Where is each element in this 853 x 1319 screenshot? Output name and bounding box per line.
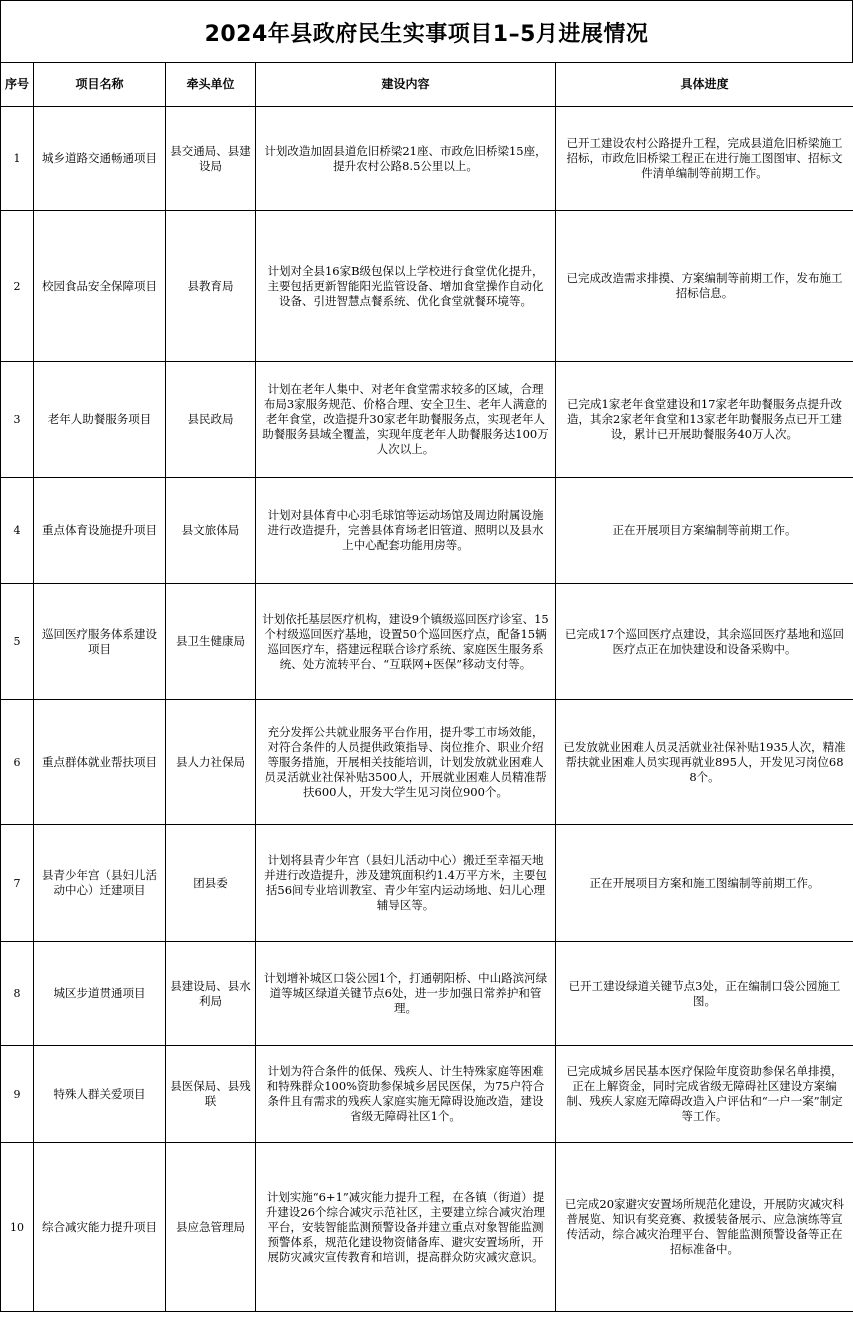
lead-unit: 县教育局 — [166, 211, 256, 362]
project-name: 校园食品安全保障项目 — [34, 211, 166, 362]
lead-unit: 县人力社保局 — [166, 700, 256, 825]
row-index: 7 — [1, 825, 34, 942]
lead-unit: 县应急管理局 — [166, 1143, 256, 1312]
table-row — [1, 1143, 853, 1312]
table-header-row — [1, 63, 853, 107]
table-row — [1, 825, 853, 942]
project-name: 老年人助餐服务项目 — [34, 362, 166, 478]
row-index: 10 — [1, 1143, 34, 1312]
project-name: 巡回医疗服务体系建设项目 — [34, 584, 166, 700]
project-name: 综合减灾能力提升项目 — [34, 1143, 166, 1312]
table-row — [1, 362, 853, 478]
progress-detail: 已开工建设农村公路提升工程，完成县道危旧桥梁施工招标，市政危旧桥梁工程正在进行施工图图审、招标文件清单编制等前期工作。 — [556, 107, 853, 211]
title-row — [0, 0, 853, 63]
construction-content: 计划为符合条件的低保、残疾人、计生特殊家庭等困难和特殊群众100%资助参保城乡居民医保，为75户符合条件且有需求的残疾人家庭实施无障碍设施改造，建设省级无障碍社区1个。 — [256, 1046, 556, 1143]
construction-content: 充分发挥公共就业服务平台作用，提升零工市场效能，对符合条件的人员提供政策指导、岗位推介、职业介绍等服务措施，开展相关技能培训，计划发放就业困难人员灵活就业社保补贴3500人，开展就业困难人员精准帮扶600人，开发大学生见习岗位900个。 — [256, 700, 556, 825]
lead-unit: 县文旅体局 — [166, 478, 256, 584]
progress-detail: 已完成1家老年食堂建设和17家老年助餐服务点提升改造，其余2家老年食堂和13家老年助餐服务点已开工建设，累计已开展助餐服务40万人次。 — [556, 362, 853, 478]
table-row — [1, 1046, 853, 1143]
lead-unit: 县交通局、县建设局 — [166, 107, 256, 211]
project-name: 特殊人群关爱项目 — [34, 1046, 166, 1143]
progress-detail: 已完成17个巡回医疗点建设，其余巡回医疗基地和巡回医疗点正在加快建设和设备采购中。 — [556, 584, 853, 700]
lead-unit: 县医保局、县残联 — [166, 1046, 256, 1143]
row-index: 4 — [1, 478, 34, 584]
progress-detail: 已完成改造需求排摸、方案编制等前期工作，发布施工招标信息。 — [556, 211, 853, 362]
construction-content: 计划增补城区口袋公园1个，打通朝阳桥、中山路滨河绿道等城区绿道关键节点6处，进一步加强日常养护和管理。 — [256, 942, 556, 1046]
construction-content: 计划改造加固县道危旧桥梁21座、市政危旧桥梁15座，提升农村公路8.5公里以上。 — [256, 107, 556, 211]
row-index: 5 — [1, 584, 34, 700]
column-header-name: 项目名称 — [34, 63, 166, 107]
lead-unit: 县卫生健康局 — [166, 584, 256, 700]
column-header-progress: 具体进度 — [556, 63, 853, 107]
progress-detail: 已发放就业困难人员灵活就业社保补贴1935人次，精准帮扶就业困难人员实现再就业895人，开发见习岗位688个。 — [556, 700, 853, 825]
row-index: 3 — [1, 362, 34, 478]
construction-content: 计划对县体育中心羽毛球馆等运动场馆及周边附属设施进行改造提升，完善县体育场老旧管道、照明以及县水上中心配套功能用房等。 — [256, 478, 556, 584]
column-header-content: 建设内容 — [256, 63, 556, 107]
row-index: 6 — [1, 700, 34, 825]
page-title: 2024年县政府民生实事项目1–5月进展情况 — [204, 21, 649, 47]
table-row — [1, 211, 853, 362]
column-header-unit: 牵头单位 — [166, 63, 256, 107]
progress-detail: 正在开展项目方案编制等前期工作。 — [556, 478, 853, 584]
construction-content: 计划依托基层医疗机构，建设9个镇级巡回医疗诊室、15个村级巡回医疗基地，设置50个巡回医疗点，配备15辆巡回医疗车，搭建远程联合诊疗系统、家庭医生服务系统、处方流转平台、“互联网+医保”移动支付等。 — [256, 584, 556, 700]
lead-unit: 团县委 — [166, 825, 256, 942]
construction-content: 计划将县青少年宫（县妇儿活动中心）搬迁至幸福天地并进行改造提升，涉及建筑面积约1.4万平方米，主要包括56间专业培训教室、青少年室内运动场地、妇儿心理辅导区等。 — [256, 825, 556, 942]
construction-content: 计划在老年人集中、对老年食堂需求较多的区域，合理布局3家服务规范、价格合理、安全卫生、老年人满意的老年食堂，改造提升30家老年助餐服务点，实现老年人助餐服务县域全覆盖，实现年度老年人助餐服务达100万人次以上。 — [256, 362, 556, 478]
table-row — [1, 700, 853, 825]
lead-unit: 县民政局 — [166, 362, 256, 478]
table-row — [1, 584, 853, 700]
progress-table — [0, 62, 853, 1312]
project-name: 重点群体就业帮扶项目 — [34, 700, 166, 825]
construction-content: 计划实施“6+1”减灾能力提升工程，在各镇（街道）提升建设26个综合减灾示范社区，主要建立综合减灾治理平台，安装智能监测预警设备并建立重点对象智能监测预警体系，规范化建设物资储备库、避灾安置场所，开展防灾减灾宣传教育和培训，提高群众防灾减灾意识。 — [256, 1143, 556, 1312]
table-row — [1, 107, 853, 211]
row-index: 1 — [1, 107, 34, 211]
row-index: 9 — [1, 1046, 34, 1143]
project-name: 县青少年宫（县妇儿活动中心）迁建项目 — [34, 825, 166, 942]
project-name: 城乡道路交通畅通项目 — [34, 107, 166, 211]
row-index: 8 — [1, 942, 34, 1046]
table-row — [1, 942, 853, 1046]
column-header-index: 序号 — [1, 63, 34, 107]
progress-detail: 已开工建设绿道关键节点3处，正在编制口袋公园施工图。 — [556, 942, 853, 1046]
row-index: 2 — [1, 211, 34, 362]
lead-unit: 县建设局、县水利局 — [166, 942, 256, 1046]
progress-detail: 已完成城乡居民基本医疗保险年度资助参保名单排摸，正在上解资金，同时完成省级无障碍社区建设方案编制、残疾人家庭无障碍改造入户评估和“一户一案”制定等工作。 — [556, 1046, 853, 1143]
project-name: 城区步道贯通项目 — [34, 942, 166, 1046]
project-name: 重点体育设施提升项目 — [34, 478, 166, 584]
construction-content: 计划对全县16家B级包保以上学校进行食堂优化提升，主要包括更新智能阳光监管设备、增加食堂操作自动化设备、引进智慧点餐系统、优化食堂就餐环境等。 — [256, 211, 556, 362]
table-row — [1, 478, 853, 584]
progress-detail: 正在开展项目方案和施工图编制等前期工作。 — [556, 825, 853, 942]
progress-detail: 已完成20家避灾安置场所规范化建设，开展防灾减灾科普展览、知识有奖竞赛、救援装备展示、应急演练等宣传活动，综合减灾治理平台、智能监测预警设备等正在招标准备中。 — [556, 1143, 853, 1312]
